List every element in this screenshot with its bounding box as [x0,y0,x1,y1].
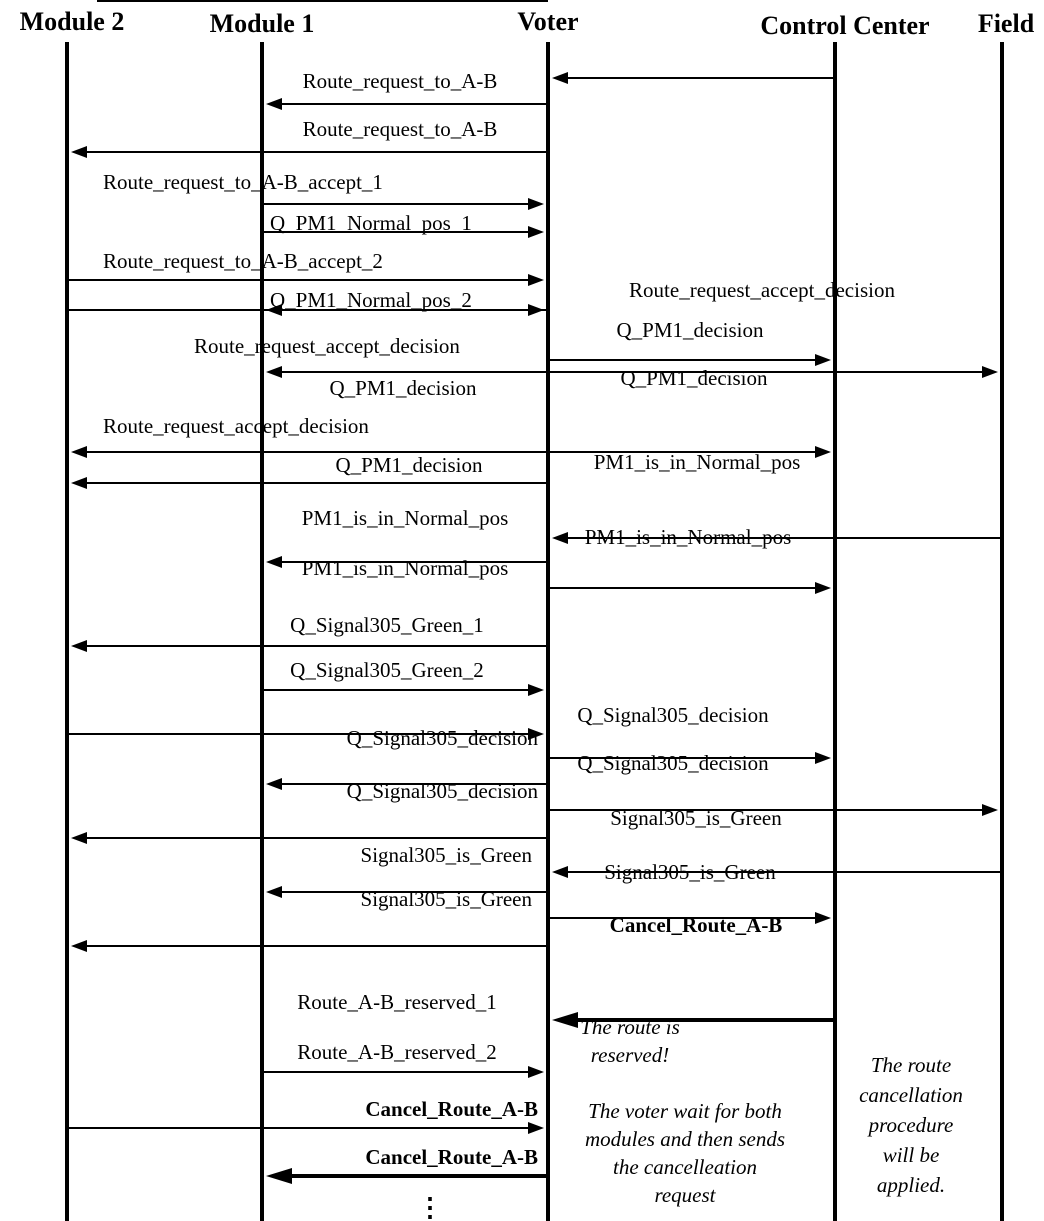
message-arrow [266,98,548,110]
lifeline-header-m2: Module 2 [19,7,125,36]
message-arrow [262,684,544,696]
message-label: Q_PM1_decision [616,318,764,342]
note-1 [580,1015,680,1067]
message-label: Q_PM1_Normal_pos_1 [270,211,472,235]
message-label: Q_PM1_decision [335,453,483,477]
message-label: Route_request_to_A-B_accept_2 [103,249,383,273]
message-label: Q_PM1_decision [329,376,477,400]
message-arrow [262,1066,544,1078]
note-3 [859,1053,963,1197]
message-label: Route_request_to_A-B [302,117,498,141]
message-label: Cancel_Route_A-B [365,1097,538,1121]
message-label: PM1_is_in_Normal_pos [584,525,792,549]
message-label: Q_Signal305_decision [577,751,769,775]
message-label: Cancel_Route_A-B [609,913,783,937]
note-2 [585,1099,785,1207]
message-label: Route_A-B_reserved_2 [297,1040,497,1064]
note-line: The voter wait for both [588,1099,782,1123]
note-line: reserved! [590,1043,670,1067]
message-label: Q_Signal305_decision [346,726,538,750]
message-label: Signal305_is_Green [360,843,532,867]
message-label: Q_Signal305_Green_2 [290,658,484,682]
message-arrow [266,1168,548,1184]
lifeline-header-cc: Control Center [760,11,930,40]
message-arrow [71,640,548,652]
message-label: PM1_is_in_Normal_pos [593,450,801,474]
message-arrow [71,146,548,158]
continuation-ellipsis: ⋮ [417,1193,443,1221]
message-label: Route_request_accept_decision [194,334,460,358]
note-line: will be [882,1143,940,1167]
note-line: The route is [580,1015,680,1039]
message-arrow [548,366,998,378]
note-line: request [654,1183,716,1207]
note-line: the cancelleation [612,1155,758,1179]
message-label: PM1_is_in_Normal_pos [301,506,509,530]
message-label: Cancel_Route_A-B [365,1145,538,1169]
lifeline-header-field: Field [977,9,1035,38]
message-arrow [71,940,548,952]
message-label: Signal305_is_Green [604,860,776,884]
lifeline-header-m1: Module 1 [209,9,315,38]
note-line: procedure [868,1113,954,1137]
message-label: Q_Signal305_decision [346,779,538,803]
note-line: applied. [876,1173,946,1197]
message-label: Q_Signal305_Green_1 [290,613,484,637]
note-line: The route [870,1053,952,1077]
message-label: Route_request_accept_decision [103,414,369,438]
message-arrow [67,1122,544,1134]
message-arrow [67,274,544,286]
message-label: Q_Signal305_decision [577,703,769,727]
note-line: cancellation [859,1083,963,1107]
message-arrow [548,582,831,594]
message-arrow [548,354,831,366]
message-label: Signal305_is_Green [610,806,782,830]
message-arrow [262,198,544,210]
message-label: Q_PM1_decision [620,366,768,390]
message-label: Route_request_to_A-B [302,69,498,93]
message-label: Signal305_is_Green [360,887,532,911]
message-label: Route_A-B_reserved_1 [297,990,497,1014]
lifeline-header-voter: Voter [517,7,579,36]
message-label: PM1_is_in_Normal_pos [301,556,509,580]
message-label: Q_PM1_Normal_pos_2 [270,288,472,312]
message-arrow [552,72,835,84]
note-line: modules and then sends [584,1127,786,1151]
message-arrow [71,477,548,489]
message-label: Route_request_accept_decision [629,278,895,302]
message-label: Route_request_to_A-B_accept_1 [103,170,383,194]
